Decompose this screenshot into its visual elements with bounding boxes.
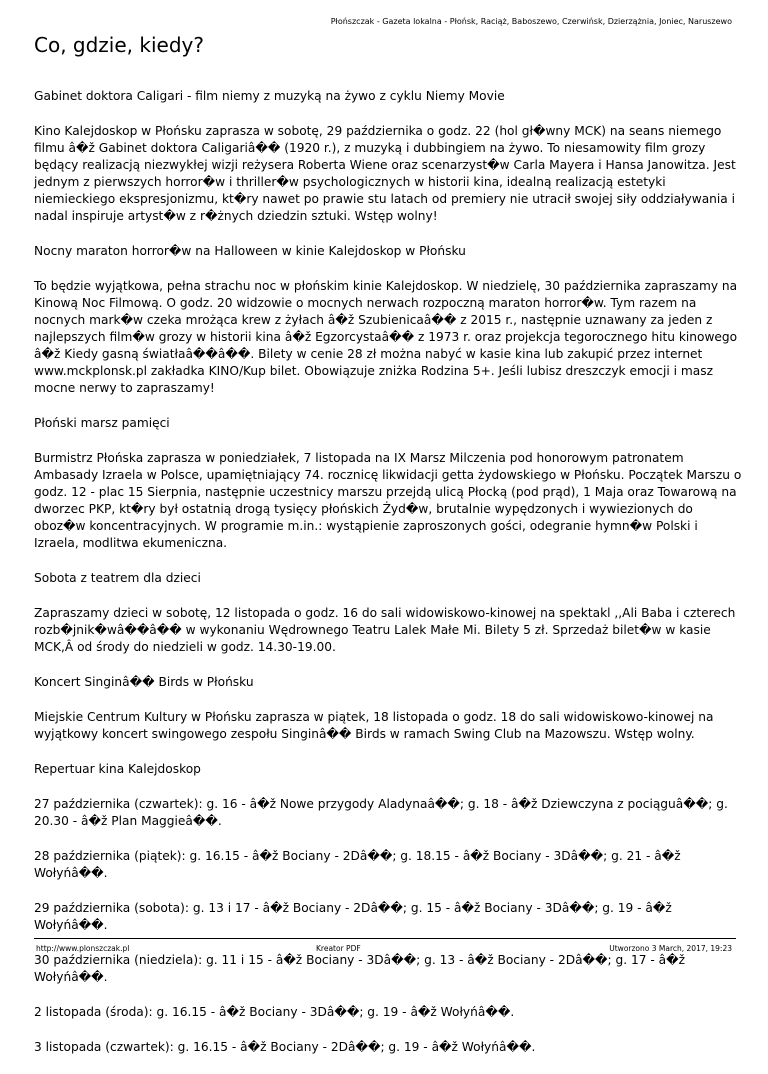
section-halloween — [34, 243, 744, 397]
footer-divider — [34, 938, 736, 939]
page-title: Co, gdzie, kiedy? — [34, 33, 204, 57]
section-paragraph: Miejskie Centrum Kultury w Płońsku zaprasza w piątek, 18 listopada o godz. 18 do sali widowiskowo-kinowej na wyjątkowy koncert swingowego zespołu Singinâ�� Birds w ramach Swing Club na Mazowszu. Wstęp wolny. — [34, 710, 714, 741]
section-heading: Koncert Singinâ�� Birds w Płońsku — [34, 675, 254, 689]
repertoire-day: 27 października (czwartek): g. 16 - â�ž Nowe przygody Aladynaâ��; g. 18 - â�ž Dziewczyna z pociąguâ��; g. 20.30 - â�ž Plan Maggieâ��. — [34, 797, 728, 828]
section-heading: Nocny maraton horror�w na Halloween w kinie Kalejdoskop w Płońsku — [34, 244, 466, 258]
section-koncert — [34, 674, 744, 743]
repertoire-day: 28 października (piątek): g. 16.15 - â�ž Bociany - 2Dâ��; g. 18.15 - â�ž Bociany - 3Dâ��; g. 21 - â�ž Wołyńâ��. — [34, 849, 681, 880]
section-teatr — [34, 570, 744, 656]
footer-url-link[interactable]: http://www.plonszczak.pl — [36, 944, 130, 953]
repertoire-day: 3 listopada (czwartek): g. 16.15 - â�ž Bociany - 2Dâ��; g. 19 - â�ž Wołyńâ��. — [34, 1040, 536, 1054]
section-heading: Płoński marsz pamięci — [34, 416, 170, 430]
section-caligari — [34, 88, 744, 225]
repertoire-day: 29 października (sobota): g. 13 i 17 - â�ž Bociany - 2Dâ��; g. 15 - â�ž Bociany - 3Dâ��; g. 19 - â�ž Wołyńâ��. — [34, 901, 672, 932]
article-content — [34, 88, 744, 1074]
section-heading: Repertuar kina Kalejdoskop — [34, 762, 201, 776]
site-header-line: Płońszczak - Gazeta lokalna - Płońsk, Raciąż, Baboszewo, Czerwińsk, Dzierzążnia, Joniec, Naruszewo — [330, 17, 732, 26]
repertoire-day: 30 października (niedziela): g. 11 i 15 - â�ž Bociany - 3Dâ��; g. 13 - â�ž Bociany - 2Dâ��; g. 17 - â�ž Wołyńâ��. — [34, 953, 686, 984]
section-paragraph: Zapraszamy dzieci w sobotę, 12 listopada o godz. 16 do sali widowiskowo-kinowej na spektakl ,,Ali Baba i czterech rozb�jnik�wâ��â�� w wykonaniu Wędrownego Teatru Lalek Małe Mi. Bilety 5 zł. Sprzedaż bilet�w w kasie MCK,Â od środy do niedzieli w godz. 14.30-19.00. — [34, 606, 736, 654]
footer-generator: Kreator PDF — [316, 944, 361, 953]
repertoire-day: 2 listopada (środa): g. 16.15 - â�ž Bociany - 3Dâ��; g. 19 - â�ž Wołyńâ��. — [34, 1005, 515, 1019]
section-heading: Gabinet doktora Caligari - film niemy z muzyką na żywo z cyklu Niemy Movie — [34, 89, 505, 103]
footer-created-date: Utworzono 3 March, 2017, 19:23 — [609, 944, 732, 953]
section-paragraph: Burmistrz Płońska zaprasza w poniedziałek, 7 listopada na IX Marsz Milczenia pod honorowym patronatem Ambasady Izraela w Polsce, upamiętniający 74. rocznicę likwidacji getta żydowskiego w Płońsku. Początek Marszu o godz. 12 - plac 15 Sierpnia, następnie uczestnicy marszu przejdą ulicą Płocką (pod prąd), 1 Maja oraz Towarową na dworzec PKP, kt�ry był ostatnią drogą tysięcy płońskich Żyd�w, brutalnie wypędzonych i wywiezionych do oboz�w koncentracyjnych. W programie m.in.: wystąpienie zaproszonych gości, odegranie hymn�w Polski i Izraela, modlitwa ekumeniczna. — [34, 451, 742, 550]
section-marsz — [34, 415, 744, 552]
section-paragraph: To będzie wyjątkowa, pełna strachu noc w płońskim kinie Kalejdoskop. W niedzielę, 30 października zapraszamy na Kinową Noc Filmową. O godz. 20 widzowie o mocnych nerwach rozpoczną maraton horror�w. Tym razem na nocnych mark�w czeka mrożąca krew z żyłach â�ž Szubienicaâ�� z 2015 r., następnie uznawany za jeden z najlepszych film�w grozy w historii kina â�ž Egzorcystaâ�� z 1973 r. oraz projekcja tegorocznego hitu kinowego â�ž Kiedy gasną światłaâ��â��. Bilety w cenie 28 zł można nabyć w kasie kina lub zakupić przez internet www.mckplonsk.pl zakładka KINO/Kup bilet. Obowiązuje zniżka Rodzina 5+. Jeśli lubisz dreszczyk emocji i masz mocne nerwy to zapraszamy! — [34, 279, 738, 395]
section-paragraph: Kino Kalejdoskop w Płońsku zaprasza w sobotę, 29 października o godz. 22 (hol gł�wny MCK) na seans niemego filmu â�ž Gabinet doktora Caligariâ�� (1920 r.), z muzyką i dubbingiem na żywo. To niesamowity film grozy będący realizacją niezwykłej wizji reżysera Roberta Wiene oraz scenarzyst�w Carla Mayera i Hansa Janowitza. Jest jednym z pierwszych horror�w i thriller�w psychologicznych w historii kina, idealną realizacją estetyki niemieckiego ekspresjonizmu, kt�ry nawet po prawie stu latach od premiery nie utracił swojej siły oddziaływania i nadal inspiruje artyst�w z r�żnych dziedzin sztuki. Wstęp wolny! — [34, 124, 736, 223]
section-repertuar — [34, 761, 744, 1056]
section-heading: Sobota z teatrem dla dzieci — [34, 571, 201, 585]
